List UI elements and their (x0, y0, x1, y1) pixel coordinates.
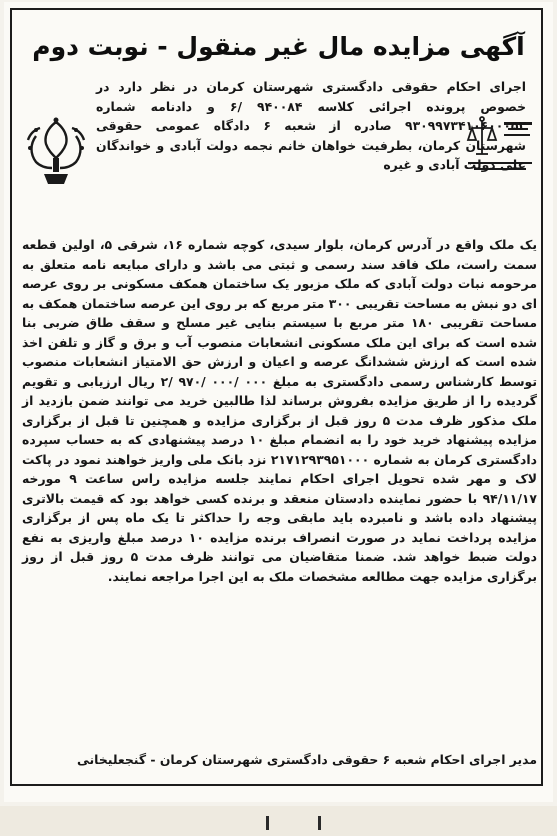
notice-title: آگهی مزایده مال غیر منقول - نوبت دوم (32, 32, 525, 61)
judiciary-emblem-icon (22, 114, 90, 188)
notice-signature: مدیر اجرای احکام شعبه ۶ حقوقی دادگستری شهرستان کرمان - گنجعلیخانی (76, 752, 537, 767)
page-bottom-strip (0, 806, 557, 836)
ink-stroke-mark (266, 816, 269, 830)
notice-intro-paragraph: اجرای احکام حقوقی دادگستری شهرستان کرمان در نظر دارد در خصوص پرونده اجرائی کلاسه ۹۴۰۰۸۴ /۶ و دادنامه شماره ۹۳۰۹۹۷۳۴۱۰۶۰۰۰۵۲ صادره از شعبه ۶ دادگاه عمومی حقوقی شهرستان کرمان، بطرفیت خواهان خانم نجمه دولت آبادی و خواندگان علی دولت آبادی و غیره (96, 79, 527, 172)
newspaper-clipping (4, 2, 553, 802)
notice-body-paragraph: یک ملک واقع در آدرس کرمان، بلوار سیدی، کوچه شماره ۱۶، شرقی ۵، اولین قطعه سمت راست، ملک فاقد سند رسمی و ثبتی می باشد و دارای مبایعه نامه متعلق به مرحومه نبات دولت آبادی که ملک مزبور یک ساختمان همکف مسکونی بر روی عرصه ای دو نبش به مساحت تقریبی ۳۰۰ متر مربع که بر روی این عرصه ساختمان همکف به مساحت تقریبی ۱۸۰ متر مربع با سیستم بنایی غیر مسلح و سقف طاق ضربی بنا شده است که برای این ملک مسکونی انشعابات منصوب آب و برق و گاز و تلفن اخذ شده است که ارزش ششدانگ عرصه و اعیان و ارزش حق الامتیاز انشعابات منصوب توسط کارشناس رسمی دادگستری به مبلغ ۰۰۰ /۰۰۰ /۹۷۰ /۲ ریال ارزیابی و تقویم گردیده را از طریق مزایده بفروش برساند لذا طالبین خرید می توانند ضمن بازدید از ملک مذکور ظرف مدت ۵ روز قبل از برگزاری مزایده و همچنین تا قبل از برگزاری مزایده پیشنهاد خرید خود را به انضمام مبلغ ۱۰ درصد پیشنهادی که به حساب سپرده دادگستری کرمان به شماره ۲۱۷۱۲۹۳۹۵۱۰۰۰ نزد بانک ملی واریز خواهند نمود در پاکت لاک و مهر شده تحویل اجرای احکام نمایند جلسه مزایده راس ساعت ۹ مورخه ۹۴/۱۱/۱۷ با حضور نماینده دادستان منعقد و برنده کسی خواهد بود که قیمت بالاتری پیشنهاد داده باشد و نامبرده باید مابقی وجه را حداکثر تا یک ماه پس از برگزاری مزایده پرداخت نماید در صورت انصراف برنده مزایده ۱۰ درصد مبلغ واریزی به نفع دولت ضبط خواهد شد. ضمنا متقاضیان می توانند ظرف مدت ۵ روز قبل از روز برگزاری مزایده جهت مطالعه مشخصات ملک به این اجرا مراجعه نمایند. (22, 237, 538, 584)
ink-stroke-mark (318, 816, 321, 830)
